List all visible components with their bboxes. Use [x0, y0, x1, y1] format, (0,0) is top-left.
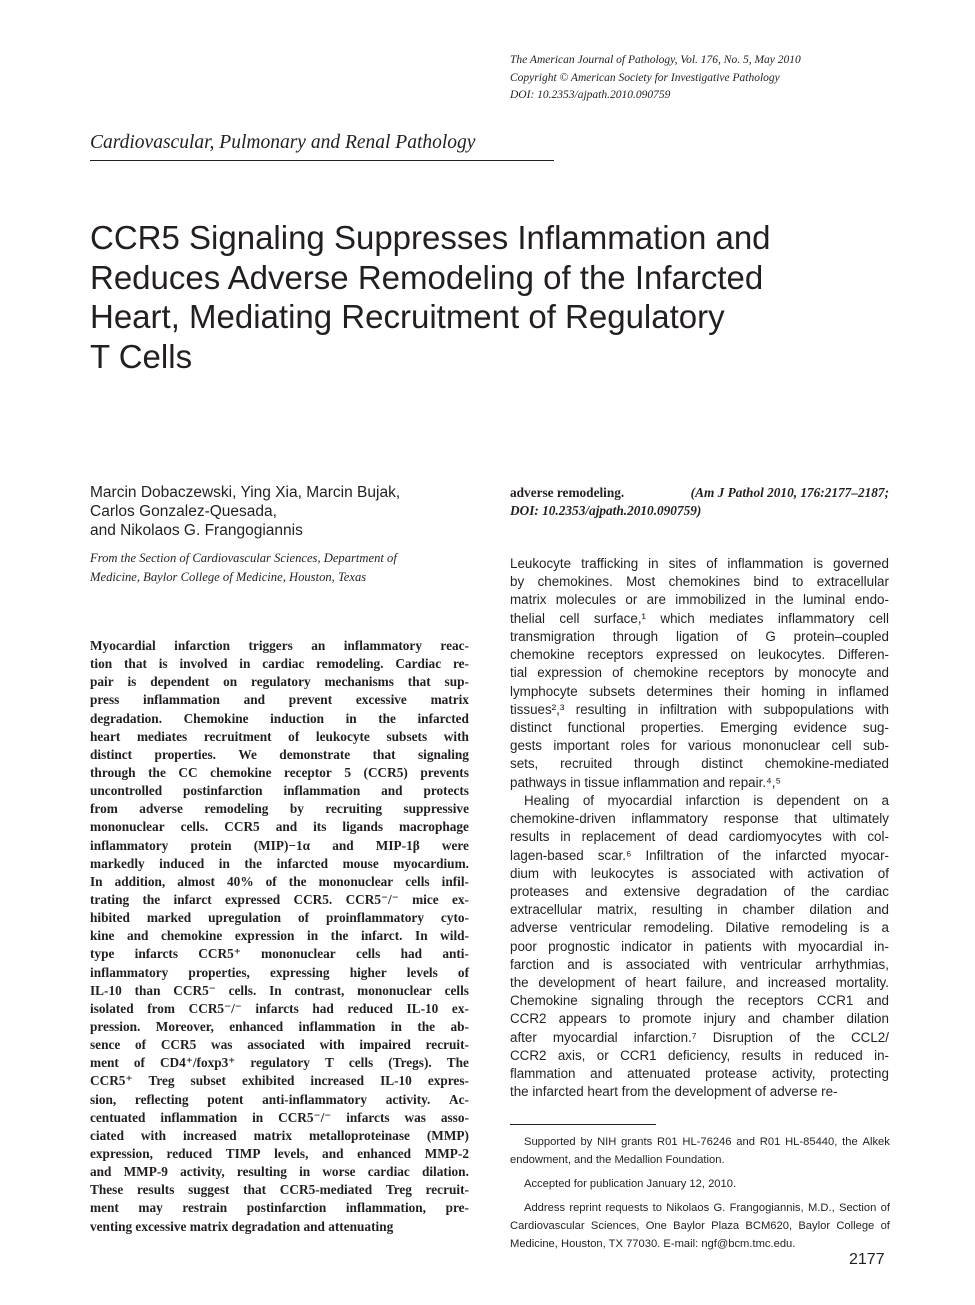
footnote-separator	[510, 1124, 656, 1125]
text-line: thelial cell surface,¹ which mediates inflammatory cell	[510, 610, 889, 626]
abstract-continuation	[510, 484, 889, 520]
funding-note	[510, 1133, 890, 1169]
text-line: results in replacement of dead cardiomyocytes with col-	[510, 829, 889, 845]
text-line: inflammatory properties, expressing higher levels of	[90, 964, 469, 980]
text-line: distinct properties. We demonstrate that signaling	[90, 746, 469, 762]
section-heading: Cardiovascular, Pulmonary and Renal Pathology	[90, 132, 476, 153]
text-line: centuated inflammation in CCR5⁻/⁻ infarcts was asso-	[90, 1109, 469, 1125]
accepted-date: Accepted for publication January 12, 2010.	[524, 1178, 737, 1190]
text-line: CCR2 appears to promote injury and chamber dilation	[510, 1011, 889, 1027]
abstract-end-line	[510, 484, 889, 502]
text-line: adverse ventricular remodeling. Dilative remodeling is a	[510, 920, 889, 936]
text-line: ciated with increased matrix metalloproteinase (MMP)	[90, 1127, 469, 1143]
title-line: Heart, Mediating Recruitment of Regulatory	[90, 298, 725, 335]
text-line: sets, recruited through distinct chemokine-mediated	[510, 756, 889, 772]
text-line: tissues²,³ resulting in infiltration with subpopulations with	[510, 701, 889, 717]
text-line: In addition, almost 40% of the mononuclear cells infil-	[90, 873, 469, 889]
text-line: markedly induced in the infarcted mouse myocardium.	[90, 855, 469, 871]
text-line: distinct functional properties. Emerging evidence sug-	[510, 719, 889, 735]
text-line: Leukocyte trafficking in sites of inflammation is governed	[510, 556, 889, 571]
text-line: inflammatory protein (MIP)−1α and MIP-1β were	[90, 837, 469, 853]
text-line: CCR5⁺ Treg subset exhibited increased IL-10 expres-	[90, 1073, 469, 1089]
text-line: chemokine receptors expressed on leukocytes. Differen-	[510, 647, 889, 663]
journal-header	[510, 52, 950, 105]
text-line: through the CC chemokine receptor 5 (CCR5) prevents	[90, 764, 469, 780]
text-line: the development of heart failure, and increased mortality.	[510, 975, 889, 991]
text-line: endowment, and the Medallion Foundation.	[510, 1154, 725, 1166]
abstract-doi: DOI: 10.2353/ajpath.2010.090759)	[510, 503, 702, 519]
text-line: degradation. Chemokine induction in the infarcted	[90, 710, 469, 726]
text-line: pathways in tissue inflammation and repair.⁴,⁵	[510, 774, 782, 790]
text-line: CCR2 axis, or CCR1 deficiency, results in reduced in-	[510, 1047, 889, 1063]
journal-doi: DOI: 10.2353/ajpath.2010.090759	[510, 89, 671, 101]
journal-citation: The American Journal of Pathology, Vol. 176, No. 5, May 2010	[510, 54, 801, 66]
text-line: the infarcted heart from the development of adverse re-	[510, 1084, 838, 1100]
text-line: isolated from CCR5⁻/⁻ infarcts had reduced IL-10 ex-	[90, 1000, 469, 1016]
text-line: venting excessive matrix degradation and attenuating	[90, 1218, 394, 1234]
article-title	[90, 218, 850, 376]
text-line: and MMP-9 activity, resulting in worse cardiac dilation.	[90, 1164, 469, 1180]
text-line: by chemokines. Most chemokines bind to extracellular	[510, 574, 889, 590]
text-line: Healing of myocardial infarction is dependent on a	[524, 792, 889, 808]
text-line: Chemokine signaling through the receptors CCR1 and	[510, 993, 889, 1009]
title-line: CCR5 Signaling Suppresses Inflammation and	[90, 219, 771, 256]
journal-copyright: Copyright © American Society for Investigative Pathology	[510, 71, 780, 84]
text-line: mononuclear cells. CCR5 and its ligands macrophage	[90, 819, 469, 835]
text-line: type infarcts CCR5⁺ mononuclear cells had anti-	[90, 946, 469, 962]
text-line: tial expression of chemokine receptors by monocyte and	[510, 665, 889, 681]
text-line: uncontrolled postinfarction inflammation and protects	[90, 783, 469, 799]
abstract	[90, 637, 469, 1236]
author-line: Carlos Gonzalez-Quesada,	[90, 503, 277, 520]
text-line: chemokine-driven inflammatory response that ultimately	[510, 811, 889, 827]
text-line: matrix molecules or are immobilized in the luminal endo-	[510, 592, 889, 608]
text-line: ment of CD4⁺/foxp3⁺ regulatory T cells (Tregs). The	[90, 1055, 469, 1071]
text-line: lymphocyte subsets determines their homing in inflamed	[510, 683, 889, 699]
text-line: Medicine, Houston, TX 77030. E-mail: ngf@bcm.tmc.edu.	[510, 1238, 796, 1250]
text-line: pair is dependent on regulatory mechanisms that sup-	[90, 674, 469, 690]
section-underline	[90, 160, 554, 161]
text-line: proteases and extensive degradation of the cardiac	[510, 883, 889, 899]
text-line: These results suggest that CCR5-mediated Treg recruit-	[90, 1182, 469, 1198]
text-line: Address reprint requests to Nikolaos G. Frangogiannis, M.D., Section of	[524, 1202, 890, 1214]
reprint-address	[510, 1199, 890, 1253]
text-line: after myocardial infarction.⁷ Disruption of the CCL2/	[510, 1029, 889, 1045]
text-line: IL-10 than CCR5⁻ cells. In contrast, mononuclear cells	[90, 982, 469, 998]
text-line: sion, reflecting potent anti-inflammatory activity. Ac-	[90, 1091, 469, 1107]
text-line: press inflammation and prevent excessive matrix	[90, 692, 469, 708]
text-line: kine and chemokine expression in the infarct. In wild-	[90, 928, 469, 944]
text-line: from adverse remodeling by recruiting suppressive	[90, 801, 469, 817]
title-line: Reduces Adverse Remodeling of the Infarcted	[90, 258, 764, 296]
text-line: heart mediates recruitment of leukocyte subsets with	[90, 728, 469, 744]
text-line: pression. Moreover, enhanced inflammation in the ab-	[90, 1018, 469, 1034]
affiliation	[90, 549, 470, 587]
abstract-end-text: adverse remodeling.	[510, 485, 625, 500]
text-line: farction and is associated with ventricular arrhythmias,	[510, 956, 889, 972]
text-line: dium with leukocytes is associated with activation of	[510, 865, 889, 881]
text-line: Supported by NIH grants R01 HL-76246 and R01 HL-85440, the Alkek	[524, 1136, 890, 1148]
text-line: trating the infarct expressed CCR5. CCR5⁻/⁻ mice ex-	[90, 891, 469, 907]
text-line: sence of CCR5 was associated with impaired recruit-	[90, 1037, 469, 1053]
author-line: and Nikolaos G. Frangogiannis	[90, 522, 303, 539]
title-line: T Cells	[90, 337, 193, 375]
text-line: Cardiovascular Sciences, One Baylor Plaza BCM620, Baylor College of	[510, 1220, 890, 1232]
affiliation-line: From the Section of Cardiovascular Sciences, Department of	[90, 551, 397, 565]
author-list	[90, 483, 490, 540]
text-line: Myocardial infarction triggers an inflammatory reac-	[90, 638, 469, 653]
affiliation-line: Medicine, Baylor College of Medicine, Houston, Texas	[90, 570, 367, 584]
text-line: flammation and attenuated protease activity, protecting	[510, 1066, 889, 1082]
text-line: transmigration through ligation of G protein–coupled	[510, 628, 889, 644]
body-text	[510, 555, 889, 1102]
abstract-citation: (Am J Pathol 2010, 176:2177–2187;	[690, 485, 889, 500]
text-line: gests important roles for various mononuclear cell sub-	[510, 738, 889, 754]
text-line: tion that is involved in cardiac remodeling. Cardiac re-	[90, 656, 469, 672]
page-number: 2177	[849, 1251, 885, 1268]
footnotes	[510, 1133, 890, 1253]
text-line: poor prognostic indicator in patients with myocardial in-	[510, 938, 889, 954]
text-line: lagen-based scar.⁶ Infiltration of the infarcted myocar-	[510, 847, 889, 863]
text-line: expression, reduced TIMP levels, and enhanced MMP-2	[90, 1145, 469, 1161]
text-line: ment may restrain postinfarction inflammation, pre-	[90, 1200, 469, 1216]
text-line: hibited marked upregulation of proinflammatory cyto-	[90, 910, 469, 926]
text-line: extracellular matrix, resulting in chamber dilation and	[510, 902, 889, 918]
author-line: Marcin Dobaczewski, Ying Xia, Marcin Bujak,	[90, 484, 401, 501]
